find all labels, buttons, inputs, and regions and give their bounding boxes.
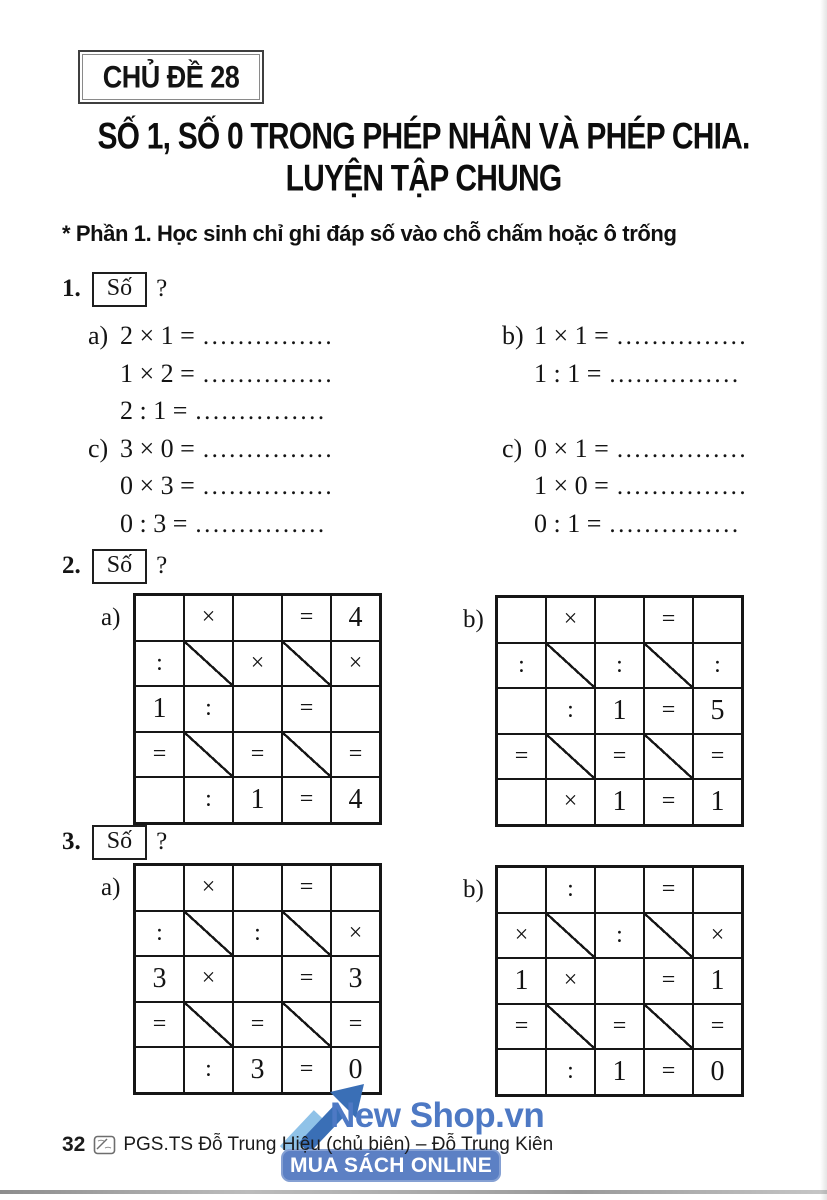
grid-cell: 3 — [135, 956, 185, 1002]
page-title — [10, 112, 827, 200]
exercise1-left-column — [88, 317, 334, 543]
empty-cell — [497, 867, 547, 913]
grid-cell: : — [595, 913, 644, 959]
empty-cell — [497, 1049, 547, 1095]
equation-row — [502, 467, 748, 505]
equation: 0 : 1 = — [534, 508, 602, 538]
empty-cell — [595, 958, 644, 1004]
grid-cell: : — [233, 911, 282, 957]
grid-cell: = — [595, 734, 644, 780]
grid-cell: : — [595, 643, 644, 689]
grid-cell: × — [331, 911, 381, 957]
empty-cell — [233, 595, 282, 641]
empty-cell — [135, 865, 185, 911]
equation-row — [88, 317, 334, 355]
grid-cell: = — [497, 1004, 547, 1050]
page-footer — [62, 1133, 553, 1157]
grid-cell: × — [497, 913, 547, 959]
book-credit: PGS.TS Đỗ Trung Hiệu (chủ biên) – Đỗ Trung Kiên — [123, 1134, 554, 1155]
equation: 2 : 1 = — [120, 396, 188, 426]
diagonal-cell — [546, 643, 595, 689]
grid-cell: : — [184, 1047, 233, 1093]
equation-row-spacer — [502, 392, 748, 430]
empty-cell — [693, 867, 743, 913]
equation-row — [502, 505, 748, 543]
diagonal-cell — [644, 1004, 693, 1050]
answer-blank: ............... — [202, 473, 335, 501]
exercise1-heading — [62, 271, 167, 307]
grid-cell: = — [644, 779, 693, 825]
empty-cell — [331, 686, 381, 732]
question-mark: ? — [156, 828, 168, 855]
grid-cell: × — [184, 956, 233, 1002]
answer-blank: ............... — [202, 360, 335, 388]
empty-cell — [595, 867, 644, 913]
item-label: b) — [502, 321, 524, 350]
grid-cell: = — [282, 865, 331, 911]
grid-cell: 3 — [331, 956, 381, 1002]
grid-cell: × — [546, 958, 595, 1004]
grid-cell: 1 — [233, 777, 282, 823]
grid-cell: : — [693, 643, 743, 689]
diagonal-cell — [282, 732, 331, 778]
so-box: Số — [92, 272, 147, 307]
equation-row — [88, 430, 334, 468]
grid-label: b) — [463, 876, 484, 903]
grid-cell: = — [233, 732, 282, 778]
grid-cell: 1 — [595, 779, 644, 825]
answer-blank: ............... — [616, 323, 749, 350]
empty-cell — [135, 1047, 185, 1093]
grid-cell: 5 — [693, 688, 743, 734]
grid-cell: = — [135, 1002, 185, 1048]
empty-cell — [331, 865, 381, 911]
grid-cell: : — [546, 688, 595, 734]
grid-cell: 1 — [595, 688, 644, 734]
grid-cell: : — [546, 1049, 595, 1095]
exercise-number: 1. — [62, 275, 81, 302]
puzzle-grid-2b — [463, 595, 744, 827]
diagonal-cell — [644, 643, 693, 689]
diagonal-cell — [644, 913, 693, 959]
empty-cell — [233, 956, 282, 1002]
diagonal-cell — [546, 734, 595, 780]
item-label: c) — [502, 433, 523, 463]
empty-cell — [595, 597, 644, 643]
newshop-logo: New Shop.vn — [330, 1096, 545, 1135]
empty-cell — [497, 779, 547, 825]
grid-cell: × — [546, 597, 595, 643]
empty-cell — [497, 597, 547, 643]
answer-blank: ............... — [202, 323, 335, 350]
equation: 0 × 3 = — [120, 471, 195, 501]
grid-cell: 1 — [135, 686, 185, 732]
empty-cell — [233, 865, 282, 911]
diagonal-cell — [184, 641, 233, 687]
answer-blank: ............... — [616, 473, 749, 501]
diagonal-cell — [184, 1002, 233, 1048]
scan-right-shade — [820, 0, 827, 1200]
puzzle-table — [495, 595, 744, 827]
grid-label: b) — [463, 606, 484, 633]
grid-cell: 1 — [497, 958, 547, 1004]
chapter-label: CHỦ ĐỀ 28 — [102, 58, 240, 95]
equation: 0 × 1 = — [534, 433, 609, 463]
diagonal-cell — [546, 1004, 595, 1050]
grid-cell: × — [331, 641, 381, 687]
diagonal-cell — [282, 641, 331, 687]
answer-blank: ............... — [616, 435, 749, 463]
puzzle-grid-3b — [463, 865, 744, 1097]
grid-cell: 3 — [233, 1047, 282, 1093]
empty-cell — [135, 777, 185, 823]
title-line-1: SỐ 1, SỐ 0 TRONG PHÉP NHÂN VÀ PHÉP CHIA. — [97, 116, 750, 158]
equation-row — [502, 355, 748, 393]
equation-row — [88, 505, 334, 543]
grid-cell: × — [546, 779, 595, 825]
equation: 1 × 1 = — [534, 321, 609, 350]
exercise3-heading — [62, 824, 167, 860]
equation: 2 × 1 = — [120, 321, 195, 350]
grid-cell: 4 — [331, 595, 381, 641]
equation-row — [502, 317, 748, 355]
grid-cell: = — [282, 595, 331, 641]
empty-cell — [497, 688, 547, 734]
grid-cell: : — [135, 641, 185, 687]
mua-sach-online-badge: MUA SÁCH ONLINE — [281, 1149, 501, 1182]
grid-cell: = — [233, 1002, 282, 1048]
grid-cell: = — [644, 688, 693, 734]
equation: 1 × 0 = — [534, 471, 609, 501]
title-line-2: LUYỆN TẬP CHUNG — [285, 158, 562, 200]
grid-cell: = — [282, 956, 331, 1002]
answer-blank: ............... — [195, 510, 327, 538]
grid-cell: : — [135, 911, 185, 957]
so-box: Số — [92, 825, 147, 860]
so-box: Số — [92, 549, 147, 584]
puzzle-table — [495, 865, 744, 1097]
grid-cell: × — [184, 595, 233, 641]
grid-cell: = — [282, 777, 331, 823]
question-mark: ? — [156, 275, 168, 302]
grid-cell: = — [282, 686, 331, 732]
grid-cell: 1 — [693, 779, 743, 825]
grid-cell: × — [184, 865, 233, 911]
empty-cell — [693, 597, 743, 643]
grid-cell: = — [693, 734, 743, 780]
puzzle-table — [133, 593, 382, 825]
grid-cell: : — [497, 643, 547, 689]
grid-cell: × — [693, 913, 743, 959]
puzzle-grid-2a — [101, 593, 382, 825]
chapter-badge — [78, 50, 264, 104]
exercise2-heading — [62, 548, 167, 584]
answer-blank: ............... — [609, 360, 741, 388]
exercise-number: 2. — [62, 552, 81, 579]
grid-label: a) — [101, 604, 121, 631]
equation-row — [88, 392, 334, 430]
diagonal-cell — [546, 913, 595, 959]
item-label: a) — [88, 321, 109, 350]
exercise1-right-column — [502, 317, 748, 543]
grid-cell: = — [331, 1002, 381, 1048]
equation-row — [88, 467, 334, 505]
part-instruction: * Phần 1. Học sinh chỉ ghi đáp số vào chỗ chấm hoặc ô trống — [62, 221, 677, 246]
diagonal-cell — [282, 1002, 331, 1048]
equation-row — [502, 430, 748, 468]
diagonal-cell — [282, 911, 331, 957]
equation: 1 : 1 = — [534, 358, 602, 388]
grid-cell: = — [135, 732, 185, 778]
grid-label: a) — [101, 874, 121, 901]
grid-cell: = — [282, 1047, 331, 1093]
equation: 1 × 2 = — [120, 358, 195, 388]
diagonal-cell — [184, 911, 233, 957]
puzzle-grid-3a — [101, 863, 382, 1095]
grid-cell: = — [644, 867, 693, 913]
grid-cell: = — [693, 1004, 743, 1050]
grid-cell: = — [644, 958, 693, 1004]
open-book-icon — [93, 1135, 116, 1155]
answer-blank: ............... — [195, 398, 327, 426]
grid-cell: = — [595, 1004, 644, 1050]
grid-cell: : — [546, 867, 595, 913]
equation: 3 × 0 = — [120, 433, 195, 463]
equation-row — [88, 355, 334, 393]
grid-cell: : — [184, 686, 233, 732]
page-number: 32 — [62, 1133, 86, 1156]
diagonal-cell — [184, 732, 233, 778]
grid-cell: : — [184, 777, 233, 823]
grid-cell: = — [497, 734, 547, 780]
empty-cell — [233, 686, 282, 732]
diagonal-cell — [644, 734, 693, 780]
empty-cell — [135, 595, 185, 641]
question-mark: ? — [156, 552, 168, 579]
answer-blank: ............... — [202, 435, 335, 463]
answer-blank: ............... — [609, 510, 741, 538]
grid-cell: 1 — [595, 1049, 644, 1095]
equation: 0 : 3 = — [120, 508, 188, 538]
scan-bottom-edge — [0, 1190, 827, 1194]
grid-cell: 4 — [331, 777, 381, 823]
grid-cell: 0 — [693, 1049, 743, 1095]
grid-cell: 0 — [331, 1047, 381, 1093]
exercise-number: 3. — [62, 828, 81, 855]
grid-cell: = — [331, 732, 381, 778]
grid-cell: = — [644, 1049, 693, 1095]
puzzle-table — [133, 863, 382, 1095]
grid-cell: × — [233, 641, 282, 687]
grid-cell: = — [644, 597, 693, 643]
grid-cell: 1 — [693, 958, 743, 1004]
item-label: c) — [88, 433, 109, 463]
